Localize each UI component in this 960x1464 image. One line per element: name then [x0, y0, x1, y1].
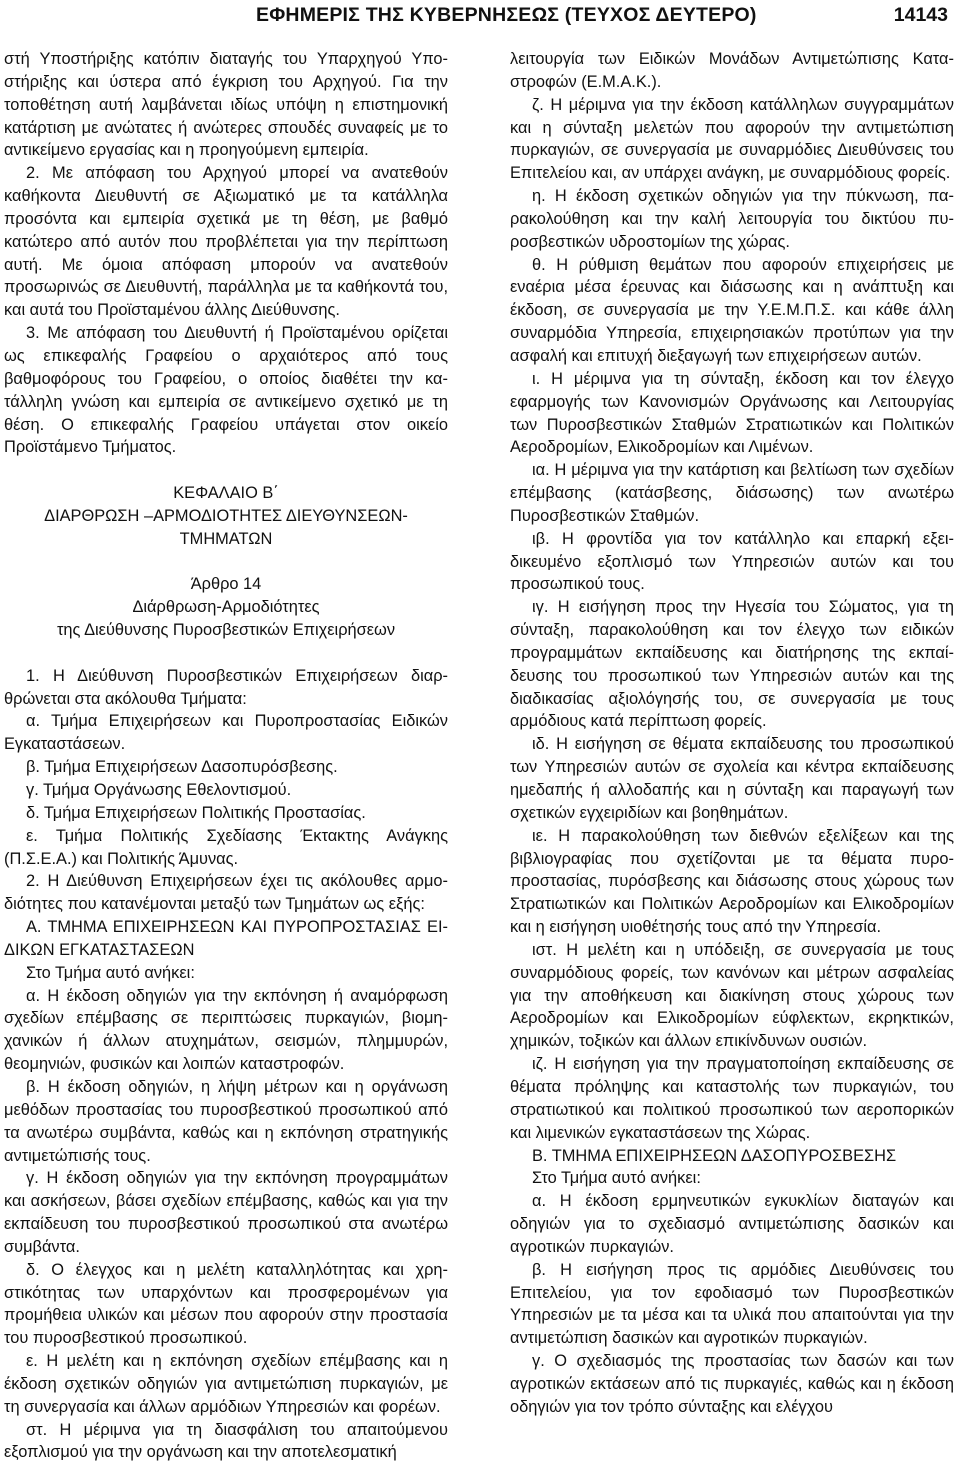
article-label: Άρθρο 14 [190, 575, 262, 594]
list-item: α. Τμήμα Επιχειρήσεων και Πυροπροστασίας Ειδικών Εγκαταστάσεων. [4, 712, 448, 754]
paragraph: 3. Με απόφαση του Διευθυντή ή Προϊσταμένου ορίζεται ως επικεφαλής Γραφείου ο αρχαιότερος από τους βαθμοφόρους του Γραφείου, ο οποίος διαθέτει την κατάλληλη γνώση και εμπειρία σε αντικείμενο σχετικό με τη θέση. Ο επικεφαλής Γραφείου υπάγεται στον οικείο Προϊστάμενο Τμήματος. [4, 324, 448, 457]
article-title: Διάρθρωση-Αρμοδιότητες [132, 598, 320, 617]
list-item: ιε. Η παρακολούθηση των διεθνών εξελίξεων και της βιβλιογραφίας που σχετίζονται με τα θέματα πυροπροστασίας, πυρόσβεσης και διάσωσης στους χώρους των Στρατιωτικών και Πολιτικών Αεροδρομίων και Ελικοδρομίων και η εισήγηση υιοθέτησής τους από την Υπηρεσία. [510, 826, 954, 937]
list-item: ια. Η μέριμνα για την κατάρτιση και βελτίωση των σχεδίων επέμβασης (κατάσβεσης, διάσωσης) των ανωτέρω Πυροσβεστικών Σταθμών. [510, 461, 954, 525]
paragraph: στή Υποστήριξης κατόπιν διαταγής του Υπαρχηγού Υποστήριξης και ύστερα από έγκριση του Αρχηγού. Για την τοποθέτηση αυτή λαμβάνεται ιδίως υπόψη η επιστημονική κατάρτιση με ανώτατες ή ανώτερες σπουδές συναφείς με το αντικείμενο εργασίας και η προηγούμενη εμπειρία. [4, 50, 448, 160]
gazette-title: ΕΦΗΜΕΡΙΣ ΤΗΣ ΚΥΒΕΡΝΗΣΕΩΣ (ΤΕΥΧΟΣ ΔΕΥΤΕΡΟ) [256, 4, 757, 26]
list-item: δ. Τμήμα Επιχειρήσεων Πολιτικής Προστασίας. [26, 803, 366, 822]
list-item: ιβ. Η φροντίδα για τον κατάλληλο και επαρκή εξειδικευμένο εξοπλισμό των Υπηρεσιών αυτών και του προσωπικού τους. [510, 529, 954, 594]
list-item: ιζ. Η εισήγηση για την πραγματοποίηση εκπαίδευσης σε θέματα πρόληψης και καταστολής των πυρκαγιών, του στρατιωτικού και πολιτικού προσωπικού των αεροπορικών και λιμενικών εγκαταστάσεων της Χώρας. [510, 1055, 954, 1142]
list-item: ιδ. Η εισήγηση σε θέματα εκπαίδευσης του προσωπικού των Υπηρεσιών αυτών σε σχολεία και κέντρα εκπαίδευσης ημεδαπής ή αλλοδαπής και η σύνταξη και παραγωγή των σχετικών εγχειριδίων και βοηθημάτων. [510, 735, 954, 822]
list-item: ιγ. Η εισήγηση προς την Ηγεσία του Σώματος, για τη σύνταξη, παρακολούθηση και τον έλεγχο των ειδικών προγραμμάτων εκπαίδευσης και διατήρησης της εκπαίδευσης του προσωπικού των Υπηρεσιών αυτών και της διαδικασίας αξιολόγησής του, σε συνεργασία με τους αρμόδιους κατά περίπτωση φορείς. [510, 598, 954, 731]
list-item: δ. Ο έλεγχος και η μελέτη καταλληλότητας και χρηστικότητας των υπαρχόντων και προσφερομένων για προμήθεια υλικών και μέσων που αφορούν στην προστασία του πυροσβεστικού προσωπικού. [4, 1260, 448, 1348]
chapter-title-continued: ΤΜΗΜΑΤΩΝ [179, 529, 273, 548]
list-item: γ. Η έκδοση οδηγιών για την εκπόνηση προγραμμάτων και ασκήσεων, βάσει σχεδίων επέμβασης, καθώς και για την εκπαίδευση του πυροσβεστικού προσωπικού στα ανωτέρω συμβάντα. [4, 1169, 448, 1256]
chapter-label: ΚΕΦΑΛΑΙΟ Β΄ [173, 484, 279, 503]
list-item: ε. Τμήμα Πολιτικής Σχεδίασης Έκτακτης Ανάγκης (Π.Σ.Ε.Α.) και Πολιτικής Άμυνας. [4, 826, 448, 868]
list-item: ε. Η μελέτη και η εκπόνηση σχεδίων επέμβασης και η έκδοση σχετικών οδηγιών για αντιμετώπιση πυρκαγιών, με τη συνεργασία και άλλων αρμόδιων Υπηρεσιών και φορέων. [4, 1352, 448, 1416]
list-item: στ. Η μέριμνα για τη διασφάλιση του απαιτούμενου εξοπλισμού για την οργάνωση και την αποτελεσματική [4, 1420, 448, 1462]
left-column [4, 48, 448, 1464]
paragraph: Στο Τμήμα αυτό ανήκει: [26, 963, 195, 982]
list-item: β. Η εισήγηση προς τις αρμόδιες Διευθύνσεις του Επιτελείου, για τον εφοδιασμό των Πυροσβεστικών Υπηρεσιών με τα μέσα και τα υλικά που απαιτούνται για την αντιμετώπιση δασικών και αγροτικών πυρκαγιών. [510, 1260, 954, 1348]
paragraph: 1. Η Διεύθυνση Πυροσβεστικών Επιχειρήσεων διαρθρώνεται στα ακόλουθα Τμήματα: [4, 666, 448, 708]
list-item: γ. Ο σχεδιασμός της προστασίας των δασών και των αγροτικών εκτάσεων από τις πυρκαγιές, καθώς και η έκδοση οδηγιών για τον τρόπο σύνταξης και ελέγχου [510, 1352, 954, 1416]
chapter-title: ΔΙΑΡΘΡΩΣΗ –ΑΡΜΟΔΙΟΤΗΤΕΣ ΔΙΕΥΘΥΝΣΕΩΝ- [44, 506, 408, 525]
section-heading: Α. ΤΜΗΜΑ ΕΠΙΧΕΙΡΗΣΕΩΝ ΚΑΙ ΠΥΡΟΠΡΟΣΤΑΣΙΑΣ ΕΙΔΙΚΩΝ ΕΓΚΑΤΑΣΤΑΣΕΩΝ [4, 918, 448, 959]
article-title-continued: της Διεύθυνσης Πυροσβεστικών Επιχειρήσεων [56, 621, 396, 640]
page-number: 14143 [893, 4, 948, 26]
paragraph: Στο Τμήμα αυτό ανήκει: [532, 1169, 701, 1188]
page-header [0, 0, 960, 34]
list-item: α. Η έκδοση ερμηνευτικών εγκυκλίων διαταγών και οδηγιών για το σχεδιασμό αντιμετώπισης δασικών και αγροτικών πυρκαγιών. [510, 1192, 954, 1256]
list-item: ζ. Η μέριμνα για την έκδοση κατάλληλων συγγραμμάτων και η σύνταξη μελετών που αφορούν την αντιμετώπιση πυρκαγιών, σε συνεργασία με συναρμόδιες Διευθύνσεις του Επιτελείου και, αν υπάρχει ανάγκη, με συναρμόδιους φορείς. [510, 95, 954, 183]
list-item: β. Τμήμα Επιχειρήσεων Δασοπυρόσβεσης. [26, 758, 338, 777]
right-column [510, 48, 954, 1419]
paragraph: 2. Με απόφαση του Αρχηγού μπορεί να ανατεθούν καθήκοντα Διευθυντή σε Αξιωματικό με τα κατάλληλα προσόντα και εμπειρία σχετικά με τη θέση, με βαθμό κατώτερο από αυτόν που προβλέπεται για την περίπτωση αυτή. Με όμοια απόφαση μπορούν να ανατεθούν προσωρινώς σε Διευθυντή, παράλληλα με τα καθήκοντά του, και αυτά του Προϊσταμένου άλλης Διεύθυνσης. [4, 164, 448, 320]
list-item: γ. Τμήμα Οργάνωσης Εθελοντισμού. [26, 781, 292, 799]
paragraph: 2. Η Διεύθυνση Επιχειρήσεων έχει τις ακόλουθες αρμοδιότητες που κατανέμονται μεταξύ των Τμημάτων ως εξής: [4, 872, 448, 914]
list-item: β. Η έκδοση οδηγιών, η λήψη μέτρων και η οργάνωση μεθόδων προστασίας του πυροσβεστικού προσωπικού από τα ανωτέρω συμβάντα, καθώς και η εκπόνηση στρατηγικής αντιμετώπισής τους. [4, 1077, 448, 1165]
section-heading: Β. ΤΜΗΜΑ ΕΠΙΧΕΙΡΗΣΕΩΝ ΔΑΣΟΠΥΡΟΣΒΕΣΗΣ [532, 1146, 897, 1165]
paragraph: λειτουργία των Ειδικών Μονάδων Αντιμετώπισης Καταστροφών (Ε.Μ.Α.Κ.). [510, 50, 954, 91]
list-item: ι. Η μέριμνα για τη σύνταξη, έκδοση και τον έλεγχο εφαρμογής των Κανονισμών Οργάνωσης και Λειτουργίας των Πυροσβεστικών Σταθμών Στρατιωτικών και Πολιτικών Αεροδρομίων, Ελικοδρομίων και Λιμένων. [510, 369, 954, 457]
list-item: ιστ. Η μελέτη και η υπόδειξη, σε συνεργασία με τους συναρμόδιους φορείς, των κανόνων και μέτρων ασφαλείας για την αποθήκευση και διακίνηση στους χώρους των Αεροδρομίων και Ελικοδρομίων εύφλεκτων, εκρηκτικών, χημικών, τοξικών και άλλων επικίνδυνων ουσιών. [510, 940, 954, 1051]
list-item: η. Η έκδοση σχετικών οδηγιών για την πύκνωση, παρακολούθηση και την καλή λειτουργία του δικτύου πυροσβεστικών υδροστομίων της χώρας. [510, 187, 954, 251]
list-item: θ. Η ρύθμιση θεμάτων που αφορούν επιχειρήσεις με εναέρια μέσα έρευνας και διάσωσης και η ανάπτυξη και έκδοση, σε συνεργασία με την Υ.Ε.Μ.Π.Σ. και κάθε άλλη συναρμόδια Υπηρεσία, επιχειρησιακών προτύπων για την ασφαλή και επιτυχή διεξαγωγή των επιχειρήσεων αυτών. [510, 255, 954, 365]
list-item: α. Η έκδοση οδηγιών για την εκπόνηση ή αναμόρφωση σχεδίων επέμβασης σε περιπτώσεις πυρκαγιών, βιομηχανικών ή άλλων ατυχημάτων, σεισμών, πλημμυρών, θεομηνιών, φυσικών και λοιπών καταστροφών. [4, 986, 448, 1074]
